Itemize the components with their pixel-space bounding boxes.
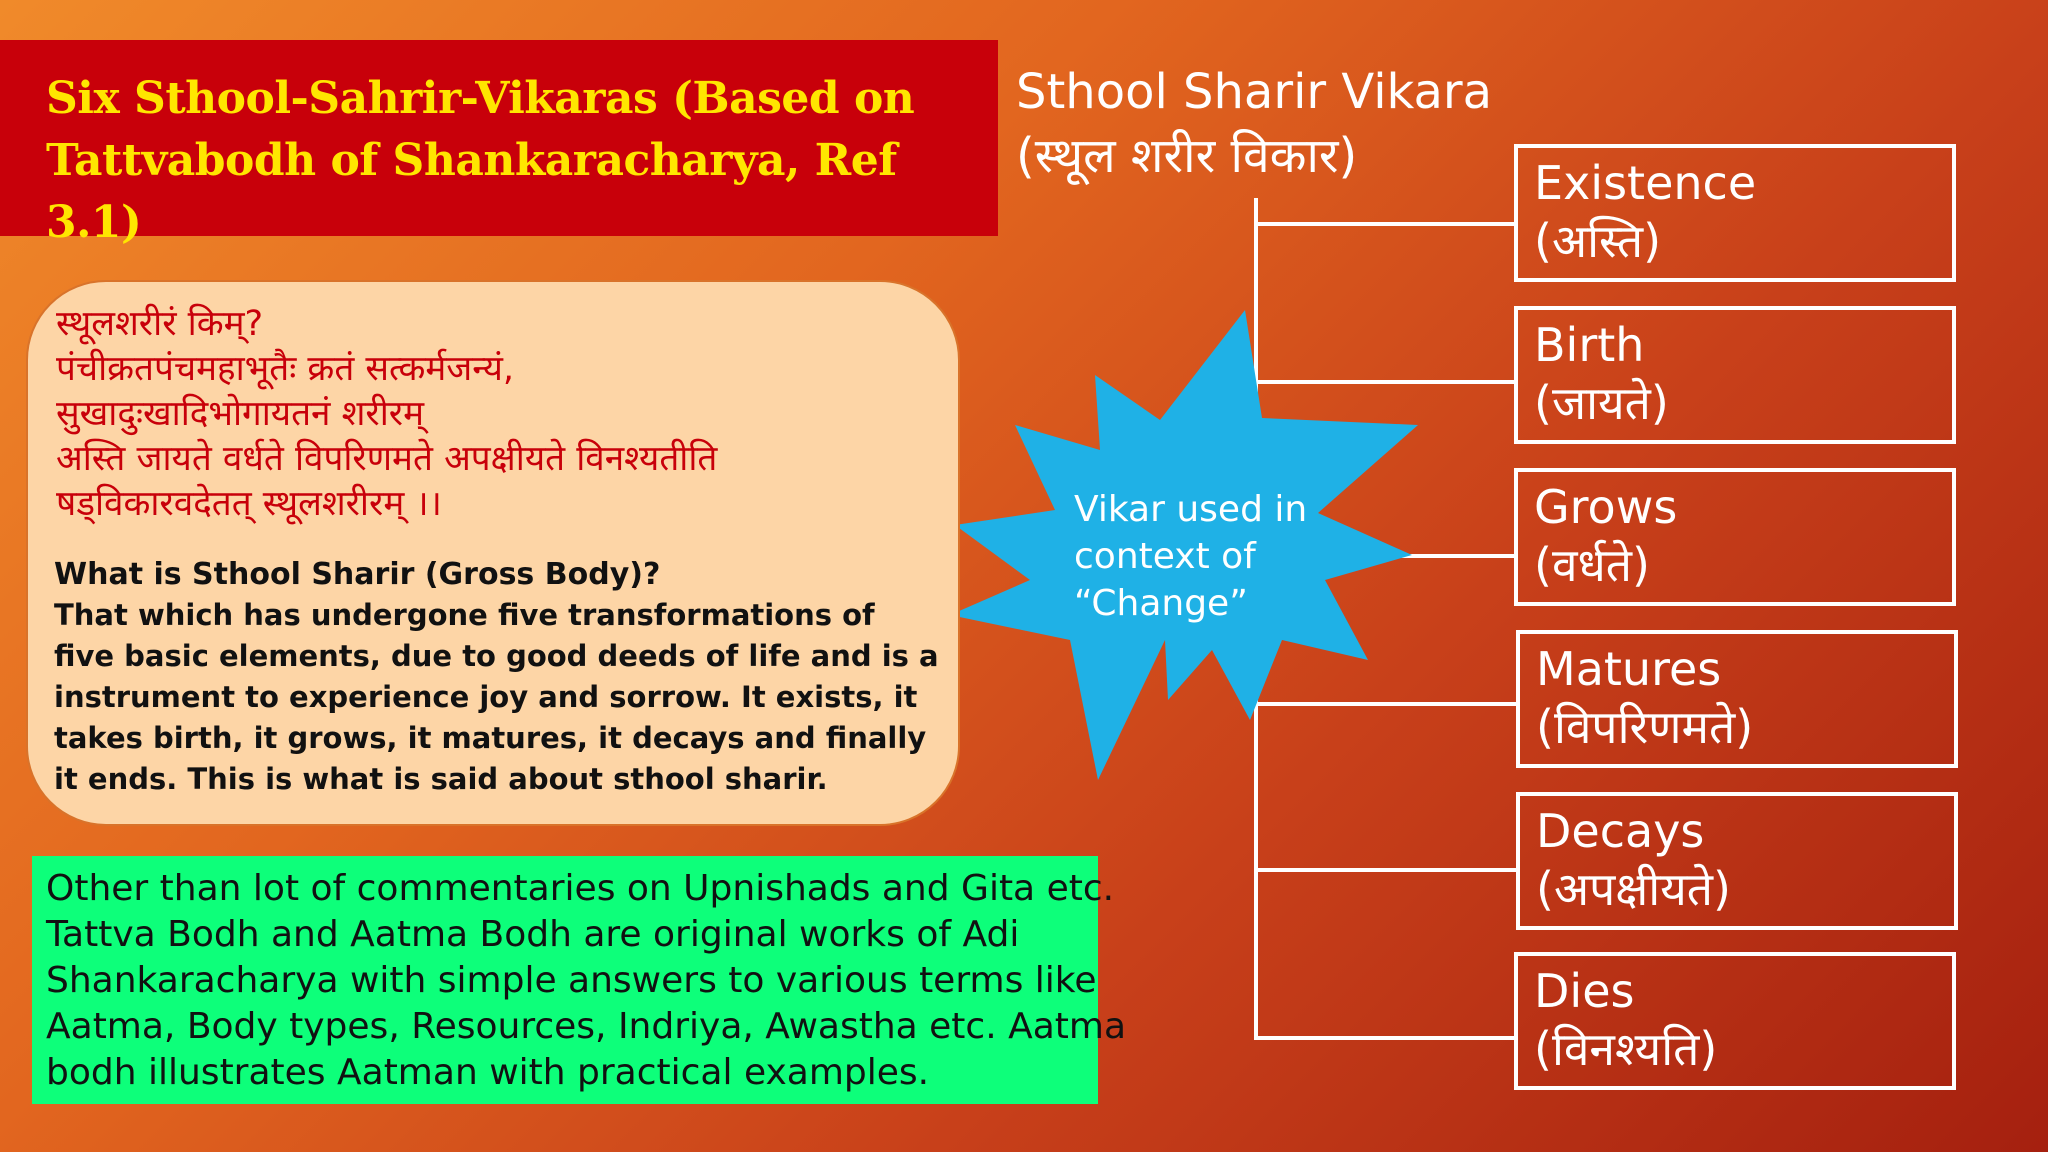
vikara-heading-sanskrit: (स्थूल शरीर विकार) xyxy=(1016,128,1358,184)
answer-line: instrument to experience joy and sorrow. It exists, it xyxy=(54,680,918,714)
vikara-name: Decays xyxy=(1536,804,1705,858)
note-line: Aatma, Body types, Resources, Indriya, Awastha etc. Aatma xyxy=(46,1006,1127,1047)
vikara-box-dies xyxy=(1514,952,1956,1090)
callout-line: Vikar used in xyxy=(1074,489,1308,530)
answer-line: That which has undergone five transformations of xyxy=(54,598,875,632)
callout-line: context of xyxy=(1074,536,1256,577)
verse-line: सुखादुःखादिभोगायतनं शरीरम् xyxy=(56,394,425,434)
verse-line: अस्ति जायते वर्धते विपरिणमते अपक्षीयते विनश्यतीति xyxy=(56,439,718,479)
vikara-box-decays xyxy=(1516,792,1958,930)
change-callout-text xyxy=(1074,486,1307,627)
vikara-box-matures xyxy=(1516,630,1958,768)
callout-line: “Change” xyxy=(1074,583,1248,624)
note-line: bodh illustrates Aatman with practical examples. xyxy=(46,1052,930,1093)
vikara-sanskrit: (जायते) xyxy=(1534,376,1669,430)
vikara-sanskrit: (वर्धते) xyxy=(1534,538,1650,592)
answer-line: five basic elements, due to good deeds of life and is a xyxy=(54,639,939,673)
english-answer xyxy=(54,595,939,800)
vikara-sanskrit: (विनश्यति) xyxy=(1534,1022,1718,1076)
vikara-name: Matures xyxy=(1536,642,1722,696)
vikara-heading-english: Sthool Sharir Vikara xyxy=(1016,64,1493,120)
sanskrit-verse xyxy=(56,302,717,527)
commentary-note-box xyxy=(32,856,1127,1104)
answer-line: it ends. This is what is said about sthool sharir. xyxy=(54,762,828,796)
note-line: Tattva Bodh and Aatma Bodh are original works of Adi xyxy=(46,914,1020,955)
english-question: What is Sthool Sharir (Gross Body)? xyxy=(54,557,661,592)
note-line: Other than lot of commentaries on Upnishads and Gita etc. xyxy=(46,868,1115,909)
vikara-name: Dies xyxy=(1534,964,1635,1018)
answer-line: takes birth, it grows, it matures, it decays and finally xyxy=(54,721,927,755)
vikara-box-existence xyxy=(1514,144,1956,282)
sanskrit-verse-card xyxy=(26,280,960,826)
slide-title-line-1: Six Sthool-Sahrir-Vikaras (Based on xyxy=(46,73,915,124)
vikara-name: Birth xyxy=(1534,318,1645,372)
verse-line: स्थूलशरीरं किम्? xyxy=(56,304,264,344)
vikara-name: Existence xyxy=(1534,156,1757,210)
verse-line: षड्विकारवदेतत् स्थूलशरीरम् ।। xyxy=(56,484,442,524)
note-line: Shankaracharya with simple answers to various terms like xyxy=(46,960,1097,1001)
vikara-sanskrit: (अपक्षीयते) xyxy=(1536,862,1731,916)
vikara-box-grows xyxy=(1514,468,1956,606)
slide-title-line-2: Tattvabodh of Shankaracharya, Ref 3.1) xyxy=(46,135,897,248)
vikara-box-birth xyxy=(1514,306,1956,444)
vikara-name: Grows xyxy=(1534,480,1678,534)
vikara-sanskrit: (विपरिणमते) xyxy=(1536,700,1754,754)
verse-line: पंचीक्रतपंचमहाभूतैः क्रतं सत्कर्मजन्यं, xyxy=(56,349,515,389)
vikara-sanskrit: (अस्ति) xyxy=(1534,214,1662,268)
